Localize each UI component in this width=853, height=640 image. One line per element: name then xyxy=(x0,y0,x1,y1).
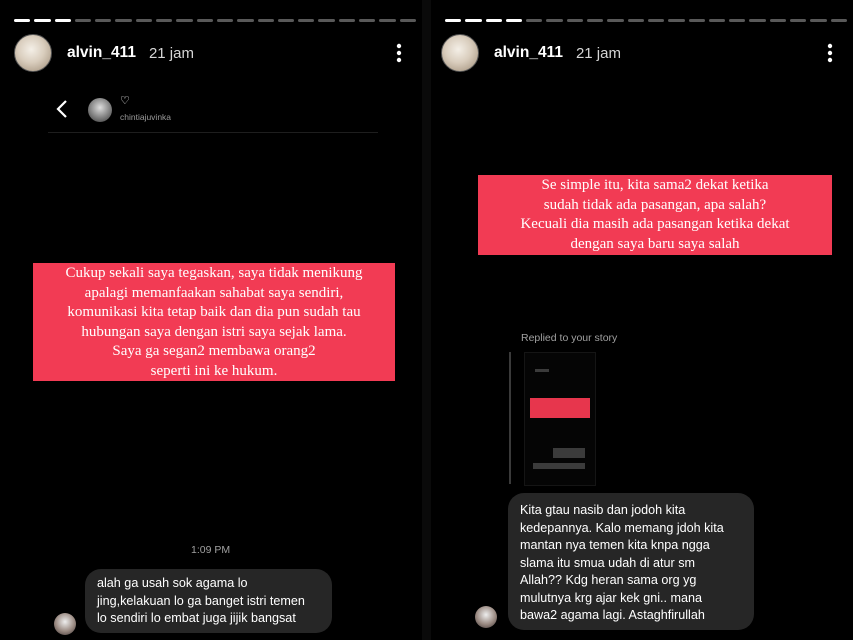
message-line: mantan nya temen kita knpa ngga xyxy=(520,538,710,552)
story-progress-bar xyxy=(14,19,416,22)
story-username[interactable]: alvin_411 xyxy=(67,44,136,61)
story-thumbnail[interactable] xyxy=(524,352,596,486)
back-chevron-icon[interactable] xyxy=(56,99,68,124)
story-text-box xyxy=(33,263,395,381)
story-text-line: Saya ga segan2 membawa orang2 xyxy=(112,343,316,359)
heart-icon: ♡ xyxy=(120,95,130,107)
story-progress-bar xyxy=(445,19,847,22)
story-text-line: sudah tidak ada pasangan, apa salah? xyxy=(543,196,767,213)
story-header xyxy=(14,34,412,72)
story-text-line: Cukup sekali saya tegaskan, saya tidak menikung xyxy=(65,265,363,281)
message-line: jing,kelakuan lo ga banget istri temen xyxy=(97,593,305,608)
message-line: bawa2 agama lagi. Astaghfirullah xyxy=(520,608,705,622)
story-username[interactable]: alvin_411 xyxy=(494,44,563,61)
sender-avatar xyxy=(475,606,497,628)
dm-username: chintiajuvinka xyxy=(120,112,172,122)
story-header xyxy=(441,34,843,72)
profile-avatar[interactable] xyxy=(441,34,479,72)
message-line: slama itu smua udah di atur sm xyxy=(520,555,695,570)
message-line: mulutnya krg ajar kek gni.. mana xyxy=(520,590,702,605)
panel-divider xyxy=(422,0,431,640)
message-line: lo sendiri lo embat juga jijik bangsat xyxy=(97,611,296,625)
message-line: Allah?? Kdg heran sama org yg xyxy=(520,573,697,587)
reply-quote-bar xyxy=(509,352,511,484)
sender-avatar xyxy=(54,613,76,635)
story-text-line: dengan saya baru saya salah xyxy=(570,235,740,252)
dm-avatar[interactable] xyxy=(88,98,112,122)
profile-avatar[interactable] xyxy=(14,34,52,72)
more-vertical-icon[interactable] xyxy=(827,43,833,63)
dm-header xyxy=(48,90,378,133)
message-line: alah ga usah sok agama lo xyxy=(97,576,248,590)
message-line: kedepannya. Kalo memang jdoh kita xyxy=(520,520,724,535)
more-vertical-icon[interactable] xyxy=(396,43,402,63)
message-timestamp: 1:09 PM xyxy=(191,544,231,556)
story-panel-right xyxy=(431,0,853,640)
story-text-line: apalagi memanfaakan sahabat saya sendiri, xyxy=(84,284,344,301)
story-time: 21 jam xyxy=(148,44,194,62)
story-panel-left xyxy=(0,0,422,640)
story-time: 21 jam xyxy=(575,44,621,62)
message-bubble xyxy=(85,569,332,633)
story-text-line: komunikasi kita tetap baik dan dia pun sudah tau xyxy=(67,304,361,320)
replied-to-story-label: Replied to your story xyxy=(521,332,618,344)
message-bubble xyxy=(508,493,754,630)
story-text-line: hubungan saya dengan istri saya sejak lama. xyxy=(81,323,347,340)
message-line: Kita gtau nasib dan jodoh kita xyxy=(520,503,686,517)
story-text-line: seperti ini ke hukum. xyxy=(150,362,278,379)
story-text-line: Se simple itu, kita sama2 dekat ketika xyxy=(541,177,769,193)
story-text-box xyxy=(478,175,832,255)
story-text-line: Kecuali dia masih ada pasangan ketika dekat xyxy=(520,216,790,232)
